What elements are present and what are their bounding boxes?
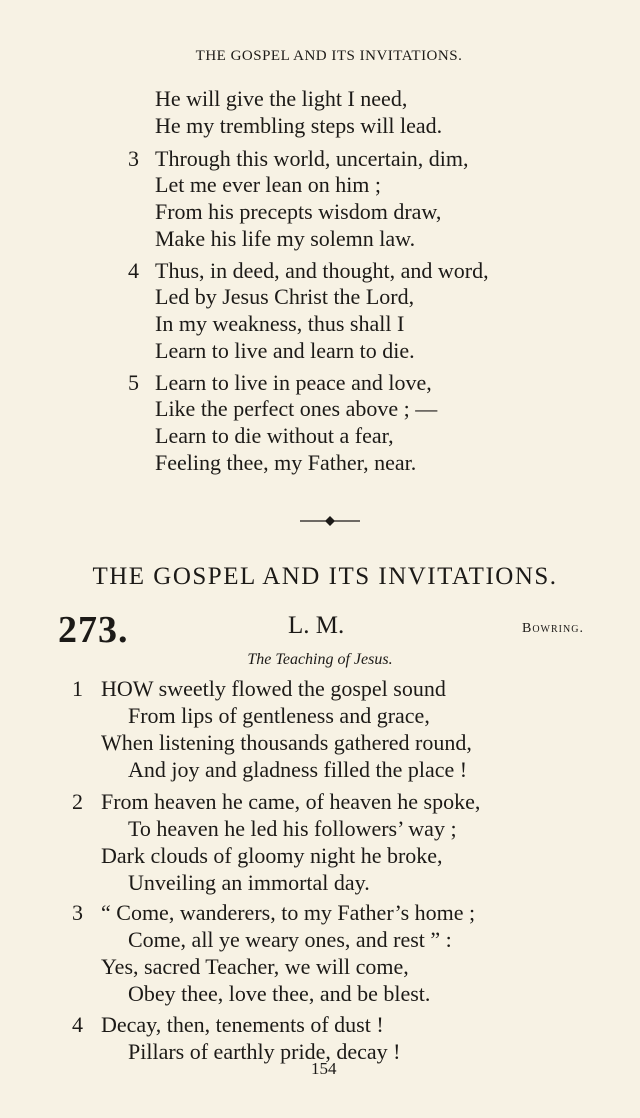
- running-head: THE GOSPEL AND ITS INVITATIONS.: [195, 48, 463, 64]
- verse-line: Learn to die without a fear,: [155, 423, 394, 448]
- verse-line: Unveiling an immortal day.: [128, 870, 370, 895]
- ornament-divider: [300, 514, 360, 528]
- verse-line: Through this world, uncertain, dim,: [155, 146, 469, 171]
- verse-line: Led by Jesus Christ the Lord,: [155, 284, 415, 309]
- stanza-number: 2: [72, 789, 83, 814]
- stanza-number: 1: [72, 676, 83, 701]
- hymn-title: The Teaching of Jesus.: [247, 651, 393, 668]
- verse-line: Learn to live in peace and love,: [155, 370, 432, 395]
- verse-line: Make his life my solemn law.: [155, 226, 416, 251]
- hymn-number: 273.: [58, 609, 129, 651]
- verse-line: From heaven he came, of heaven he spoke,: [101, 789, 481, 814]
- stanza-number: 4: [72, 1012, 83, 1037]
- verse-line: HOW sweetly flowed the gospel sound: [101, 676, 446, 701]
- stanza-number: 5: [128, 370, 139, 395]
- verse-line: Learn to live and learn to die.: [155, 338, 415, 363]
- verse-line: Yes, sacred Teacher, we will come,: [101, 954, 409, 979]
- verse-line: From his precepts wisdom draw,: [155, 199, 442, 224]
- verse-line: He my trembling steps will lead.: [155, 113, 443, 138]
- verse-line: When listening thousands gathered round,: [101, 730, 472, 755]
- verse-line: Feeling thee, my Father, near.: [155, 450, 417, 475]
- section-title: THE GOSPEL AND ITS INVITATIONS.: [92, 563, 558, 590]
- verse-line: Like the perfect ones above ; —: [155, 396, 438, 421]
- verse-line: Dark clouds of gloomy night he broke,: [101, 843, 443, 868]
- hymn-meter: L. M.: [288, 612, 345, 639]
- verse-line: Obey thee, love thee, and be blest.: [128, 981, 431, 1006]
- stanza-number: 3: [72, 900, 83, 925]
- verse-line: He will give the light I need,: [155, 86, 408, 111]
- verse-line: Come, all ye weary ones, and rest ” :: [128, 927, 452, 952]
- verse-line: Let me ever lean on him ;: [155, 172, 382, 197]
- verse-line: And joy and gladness filled the place !: [128, 757, 468, 782]
- verse-line: In my weakness, thus shall I: [155, 311, 405, 336]
- stanza-number: 4: [128, 258, 139, 283]
- verse-line: Pillars of earthly pride, decay !: [128, 1039, 401, 1064]
- verse-line: From lips of gentleness and grace,: [128, 703, 430, 728]
- page-number: 154: [311, 1059, 337, 1078]
- verse-line: “ Come, wanderers, to my Father’s home ;: [101, 900, 476, 925]
- hymn-author: Bowring.: [522, 621, 584, 636]
- verse-line: Decay, then, tenements of dust !: [101, 1012, 384, 1037]
- verse-line: Thus, in deed, and thought, and word,: [155, 258, 489, 283]
- verse-line: To heaven he led his followers’ way ;: [128, 816, 457, 841]
- stanza-number: 3: [128, 146, 139, 171]
